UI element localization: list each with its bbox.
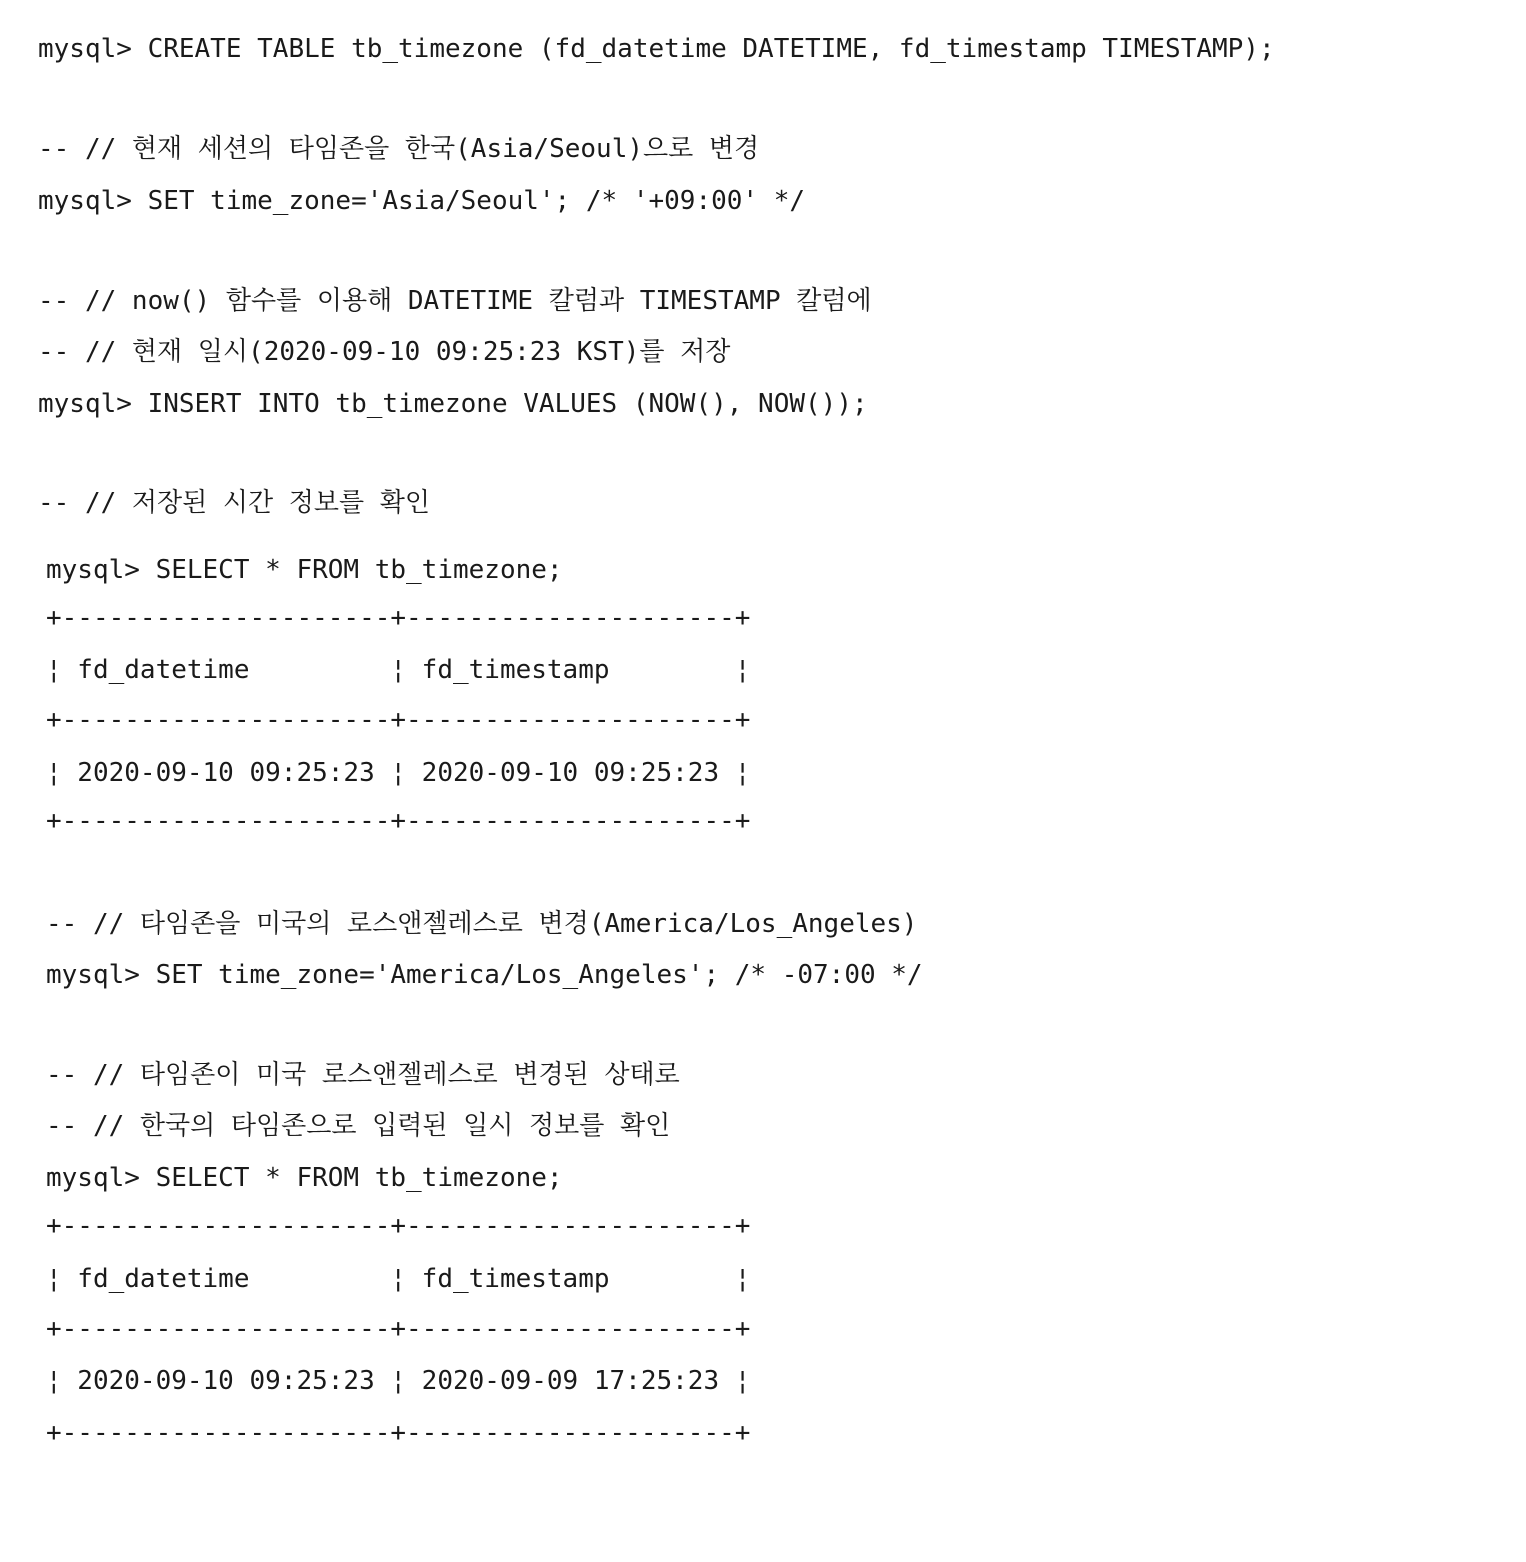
sql-select: mysql> SELECT * FROM tb_timezone; — [46, 1163, 563, 1193]
sql-set-timezone: mysql> SET time_zone='Asia/Seoul'; /* '+09:00' */ — [38, 186, 806, 216]
table-border: +---------------------+---------------------+ — [46, 1314, 751, 1344]
sql-select: mysql> SELECT * FROM tb_timezone; — [46, 555, 563, 585]
sql-create-table: mysql> CREATE TABLE tb_timezone (fd_datetime DATETIME, fd_timestamp TIMESTAMP); — [38, 34, 1275, 64]
table-border: +---------------------+---------------------+ — [46, 1211, 751, 1241]
sql-set-timezone: mysql> SET time_zone='America/Los_Angeles'; /* -07:00 */ — [46, 960, 923, 990]
table-border: +---------------------+---------------------+ — [46, 603, 751, 633]
comment-line: -- // 현재 세션의 타임존을 한국(Asia/Seoul)으로 변경 — [38, 134, 760, 164]
table-row: ¦ 2020-09-10 09:25:23 ¦ 2020-09-10 09:25:23 ¦ — [46, 758, 751, 788]
table-header-row: ¦ fd_datetime ¦ fd_timestamp ¦ — [46, 1264, 751, 1294]
comment-line: -- // 현재 일시(2020-09-10 09:25:23 KST)를 저장 — [38, 337, 731, 367]
table-header-row: ¦ fd_datetime ¦ fd_timestamp ¦ — [46, 655, 751, 685]
comment-line: -- // now() 함수를 이용해 DATETIME 칼럼과 TIMESTAMP 칼럼에 — [38, 286, 872, 316]
comment-line: -- // 한국의 타임존으로 입력된 일시 정보를 확인 — [46, 1111, 671, 1141]
comment-line: -- // 저장된 시간 정보를 확인 — [38, 488, 431, 518]
sql-insert: mysql> INSERT INTO tb_timezone VALUES (NOW(), NOW()); — [38, 389, 868, 419]
table-row: ¦ 2020-09-10 09:25:23 ¦ 2020-09-09 17:25:23 ¦ — [46, 1366, 751, 1396]
comment-line: -- // 타임존을 미국의 로스앤젤레스로 변경(America/Los_Angeles) — [46, 909, 918, 939]
comment-line: -- // 타임존이 미국 로스앤젤레스로 변경된 상태로 — [46, 1060, 680, 1090]
table-border: +---------------------+---------------------+ — [46, 705, 751, 735]
table-border: +---------------------+---------------------+ — [46, 806, 751, 836]
table-border: +---------------------+---------------------+ — [46, 1418, 751, 1448]
